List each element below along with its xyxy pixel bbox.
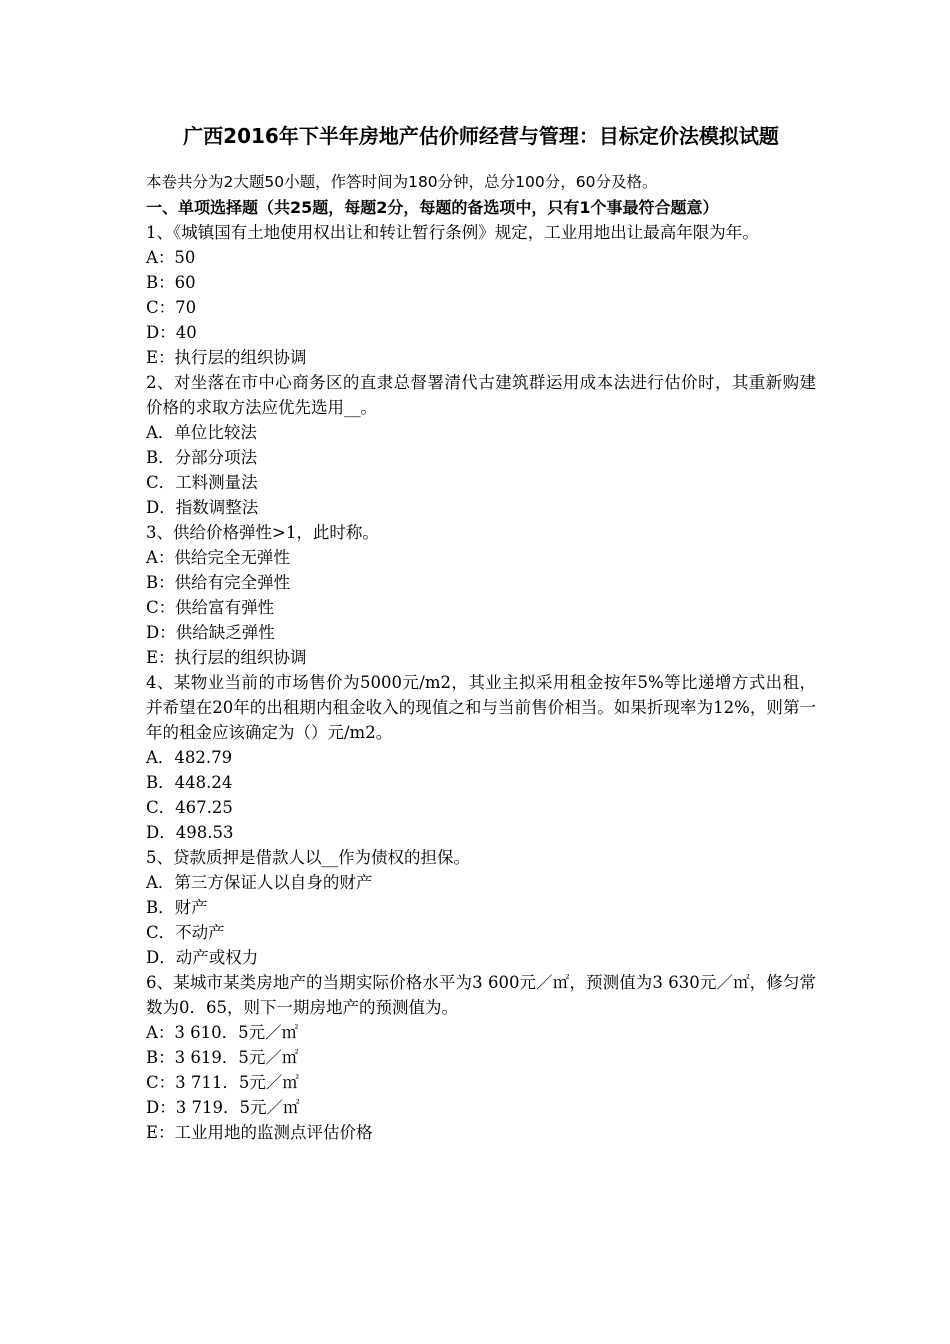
question-4	[146, 670, 816, 845]
answer-option: A：3 610．5元／㎡	[146, 1023, 299, 1042]
answer-option: A：50	[146, 248, 196, 267]
section-heading: 一、单项选择题（共25题，每题2分，每题的备选项中，只有1个事最符合题意）	[146, 198, 719, 217]
question-list	[146, 220, 816, 1145]
answer-option: C．不动产	[146, 923, 225, 942]
answer-option: B．财产	[146, 898, 208, 917]
answer-option: E：执行层的组织协调	[146, 348, 307, 367]
answer-option: C：供给富有弹性	[146, 598, 275, 617]
answer-option: C．467.25	[146, 798, 233, 817]
answer-option: A．第三方保证人以自身的财产	[146, 873, 373, 892]
answer-option: A．482.79	[146, 748, 233, 767]
answer-option: C．工料测量法	[146, 473, 258, 492]
answer-option: E：工业用地的监测点评估价格	[146, 1123, 373, 1142]
question-stem: 5、贷款质押是借款人以__作为债权的担保。	[146, 848, 470, 867]
question-stem: 2、对坐落在市中心商务区的直隶总督署清代古建筑群运用成本法进行估价时，其重新购建价格的求取方法应优先选用__。	[146, 373, 816, 417]
answer-option: D．498.53	[146, 823, 234, 842]
exam-intro: 本卷共分为2大题50小题，作答时间为180分钟，总分100分，60分及格。	[146, 173, 658, 191]
question-3	[146, 520, 816, 670]
question-5	[146, 845, 816, 970]
answer-option: A：供给完全无弹性	[146, 548, 290, 567]
document-content	[146, 122, 816, 1145]
answer-option: B：供给有完全弹性	[146, 573, 291, 592]
answer-option: B．448.24	[146, 773, 233, 792]
question-stem: 4、某物业当前的市场售价为5000元/m2，其业主拟采用租金按年5%等比递增方式出租，并希望在20年的出租期内租金收入的现值之和与当前售价相当。如果折现率为12%，则第一年的租金应该确定为（）元/m2。	[146, 673, 816, 742]
answer-option: C：3 711．5元／㎡	[146, 1073, 299, 1092]
answer-option: D：供给缺乏弹性	[146, 623, 275, 642]
document-title: 广西2016年下半年房地产估价师经营与管理：目标定价法模拟试题	[183, 124, 779, 148]
question-stem: 6、某城市某类房地产的当期实际价格水平为3 600元／㎡，预测值为3 630元／㎡，修匀常数为0．65，则下一期房地产的预测值为。	[146, 973, 816, 1017]
answer-option: B：60	[146, 273, 196, 292]
answer-option: D．指数调整法	[146, 498, 259, 517]
answer-option: D．动产或权力	[146, 948, 259, 967]
question-2	[146, 370, 816, 520]
answer-option: B：3 619．5元／㎡	[146, 1048, 299, 1067]
answer-option: E：执行层的组织协调	[146, 648, 307, 667]
answer-option: B．分部分项法	[146, 448, 258, 467]
answer-option: D：3 719．5元／㎡	[146, 1098, 300, 1117]
answer-option: A．单位比较法	[146, 423, 257, 442]
question-1	[146, 220, 816, 370]
question-6	[146, 970, 816, 1145]
answer-option: C：70	[146, 298, 197, 317]
answer-option: D：40	[146, 323, 197, 342]
question-stem: 3、供给价格弹性>1，此时称。	[146, 523, 379, 542]
question-stem: 1、《城镇国有土地使用权出让和转让暂行条例》规定，工业用地出让最高年限为年。	[146, 223, 759, 242]
